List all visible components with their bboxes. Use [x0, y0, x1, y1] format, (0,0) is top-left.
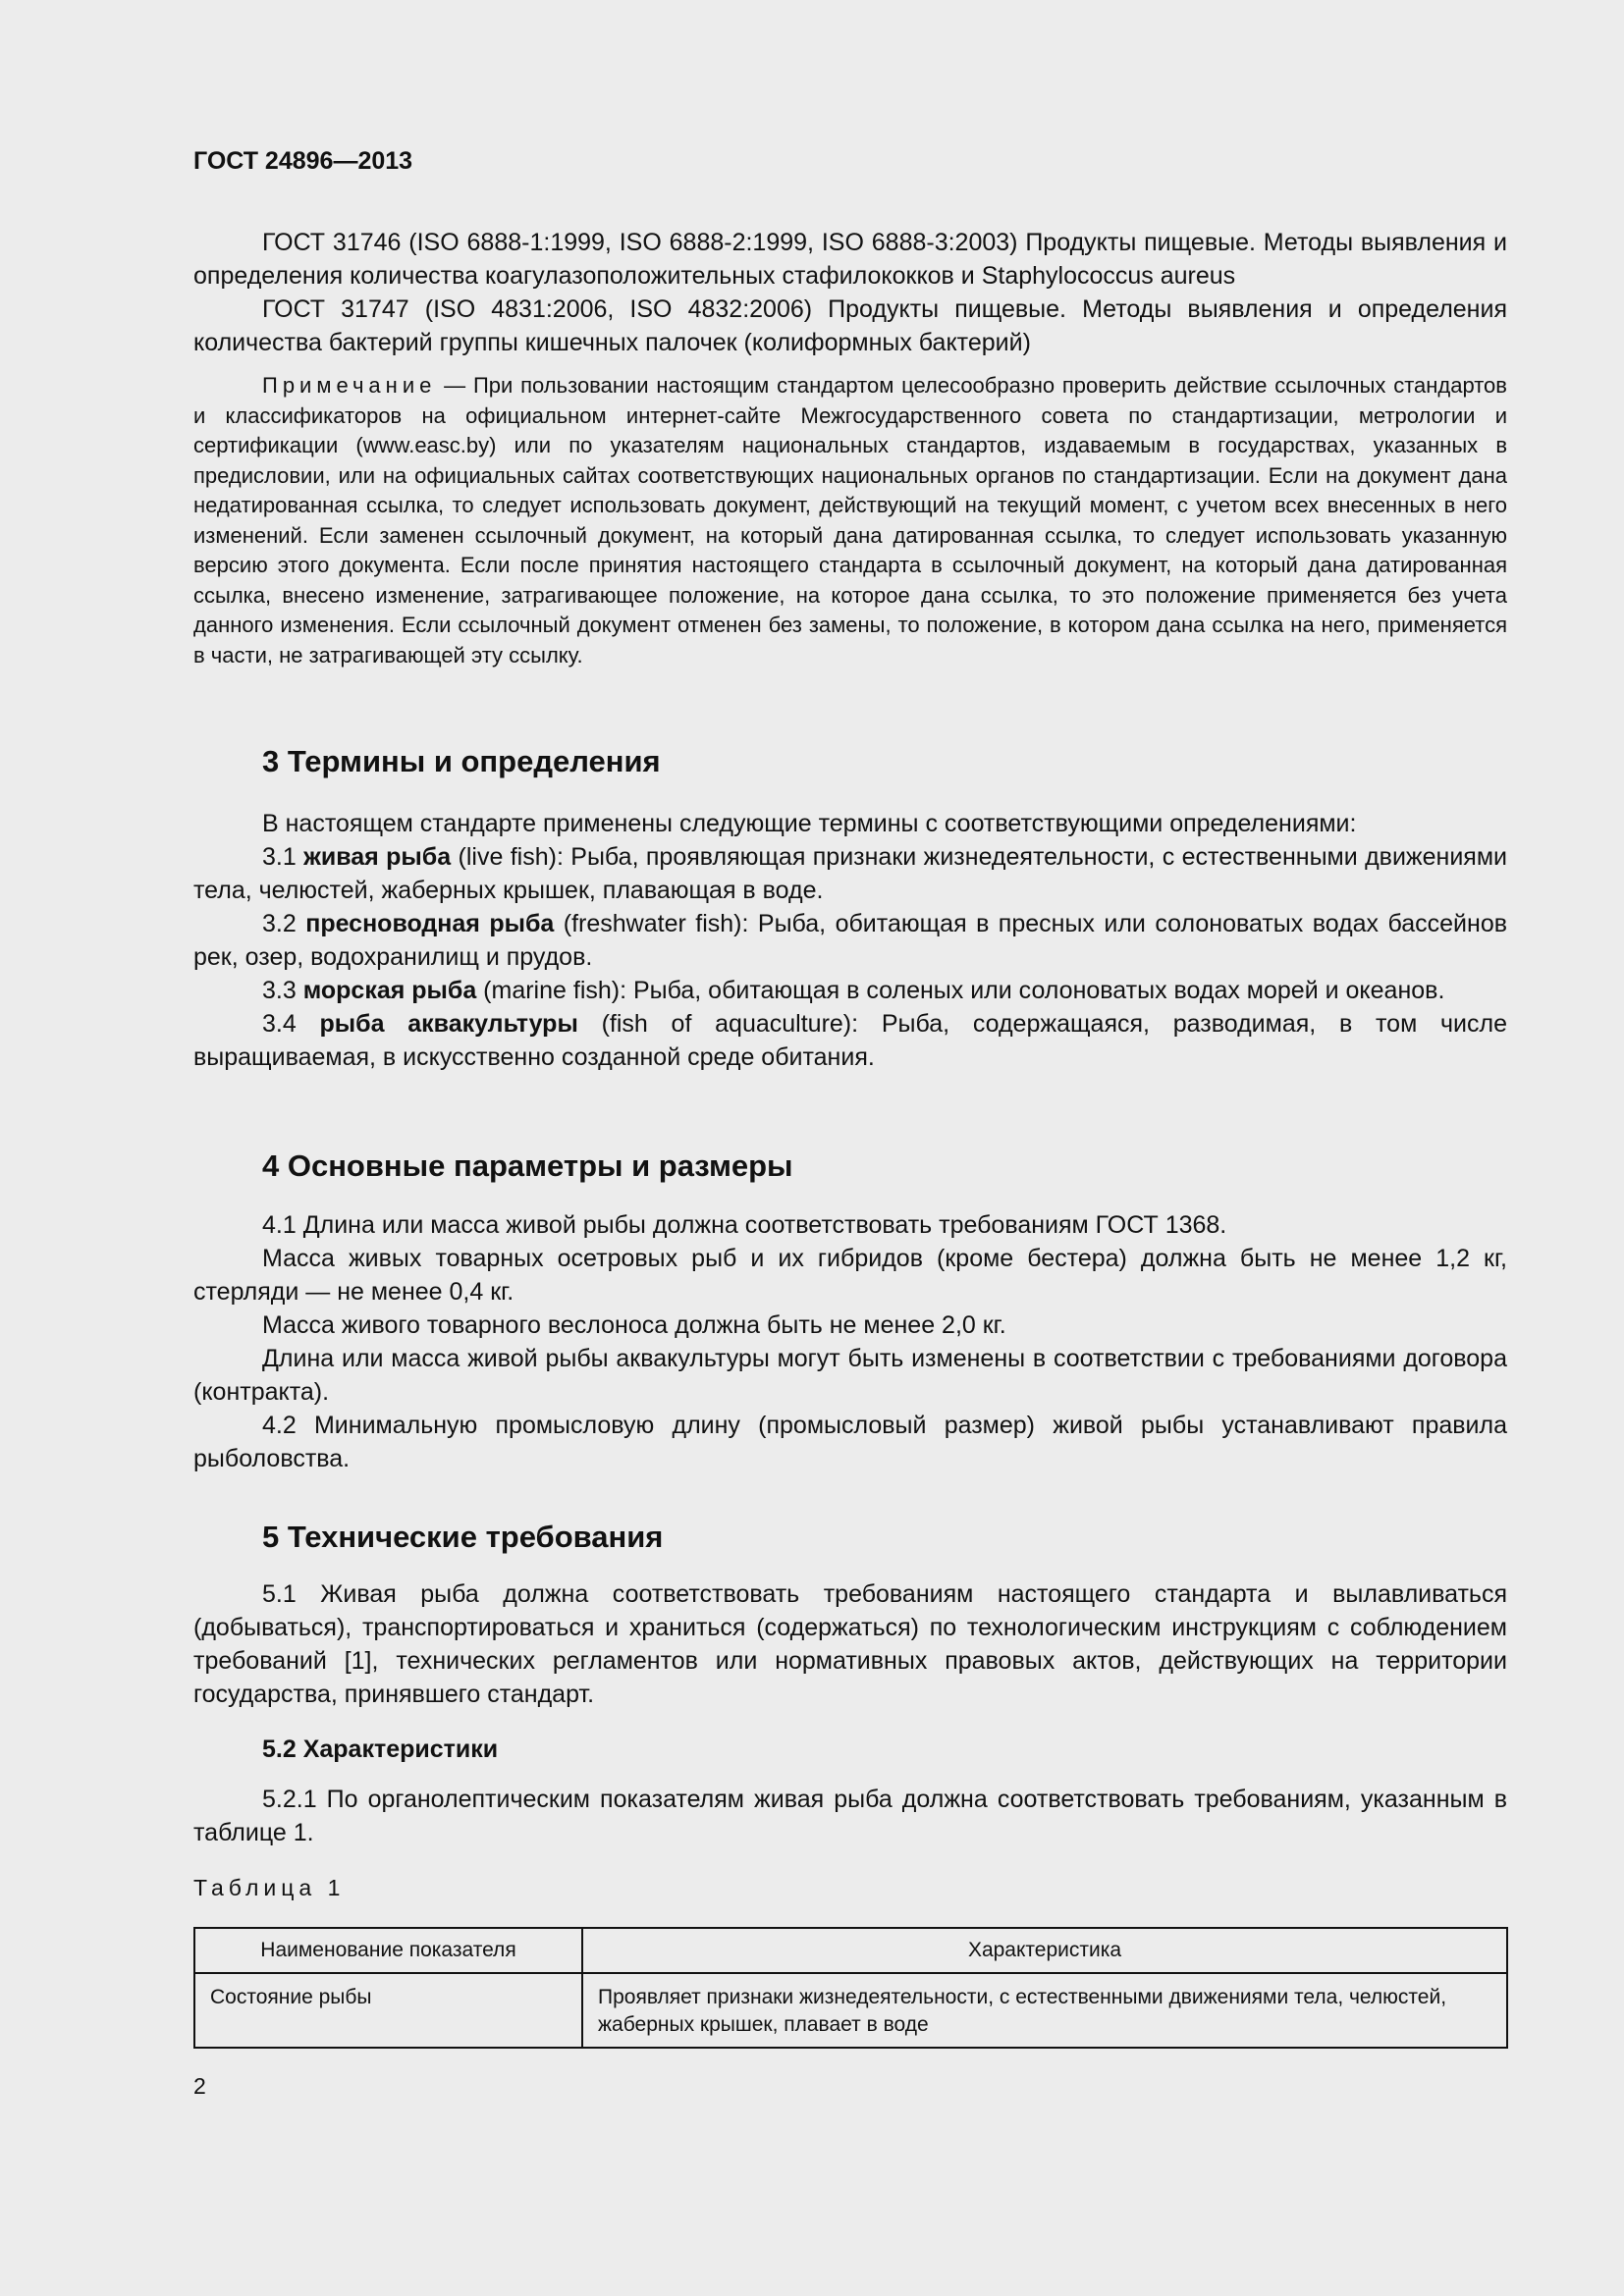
table-cell: Проявляет признаки жизнедеятельности, с естественными движениями тела, челюстей, жаберных крышек, плавает в воде	[582, 1973, 1507, 2048]
paragraph: 5.2.1 По органолептическим показателям живая рыба должна соответствовать требованиям, указанным в таблице 1.	[193, 1786, 1507, 1846]
table-header-cell: Наименование показателя	[194, 1928, 582, 1973]
paragraph: Масса живого товарного веслоноса должна быть не менее 2,0 кг.	[262, 1311, 1006, 1339]
table-1	[193, 1927, 1508, 2049]
section-3-heading: 3 Термины и определения	[262, 744, 661, 778]
table-row	[194, 1973, 1507, 2048]
subsection-body	[193, 1783, 1507, 1849]
section-4-body	[193, 1208, 1507, 1475]
term-name: живая рыба	[303, 843, 452, 871]
note-label: Примечание	[262, 373, 437, 398]
page-number: 2	[193, 2073, 206, 2099]
note-paragraph	[193, 371, 1507, 670]
table-header-row	[194, 1928, 1507, 1973]
section-4-heading: 4 Основные параметры и размеры	[262, 1148, 793, 1183]
table-cell: Состояние рыбы	[194, 1973, 582, 2048]
subsection-heading: 5.2 Характеристики	[262, 1735, 499, 1763]
term-definition: 3.4 рыба аквакультуры (fish of aquaculture): Рыба, содержащаяся, разводимая, в том числе выращиваемая, в искусственно созданной среде обитания.	[193, 1010, 1507, 1071]
term-name: рыба аквакультуры	[319, 1010, 578, 1038]
document-header: ГОСТ 24896—2013	[193, 147, 413, 175]
term-name: морская рыба	[302, 977, 477, 1004]
paragraph: Длина или масса живой рыбы аквакультуры могут быть изменены в соответствии с требованиями договора (контракта).	[193, 1345, 1507, 1406]
reference-item: ГОСТ 31747 (ISO 4831:2006, ISO 4832:2006) Продукты пищевые. Методы выявления и определения количества бактерий группы кишечных палочек (колиформных бактерий)	[193, 295, 1507, 356]
paragraph: Масса живых товарных осетровых рыб и их гибридов (кроме бестера) должна быть не менее 1,2 кг, стерляди — не менее 0,4 кг.	[193, 1245, 1507, 1306]
section-3-body	[193, 807, 1507, 1074]
note-text: При пользовании настоящим стандартом целесообразно проверить действие ссылочных стандартов и классификаторов на официальном интернет-сайте Межгосударственного совета по стандартизации, метрологии и сертификации (www.easc.by) или по указателям национальных стандартов, издаваемым в государствах, указанных в предисловии, или на официальных сайтах соответствующих национальных органов по стандартизации. Если на документ дана недатированная ссылка, то следует использовать документ, действующий на текущий момент, с учетом всех внесенных в него изменений. Если заменен ссылочный документ, на который дана датированная ссылка, то следует использовать указанную версию этого документа. Если после принятия настоящего стандарта в ссылочный документ, на который дана датированная ссылка, внесено изменение, затрагивающее положение, на которое дана ссылка, то это положение применяется без учета данного изменения. Если ссылочный документ отменен без замены, то положение, в котором дана ссылка на него, применяется в части, не затрагивающей эту ссылку.	[193, 373, 1507, 667]
table-header-cell: Характеристика	[582, 1928, 1507, 1973]
paragraph: 4.2 Минимальную промысловую длину (промысловый размер) живой рыбы устанавливают правила рыболовства.	[193, 1412, 1507, 1472]
table-caption: Таблица 1	[193, 1875, 346, 1900]
term-definition: 3.3 морская рыба (marine fish): Рыба, обитающая в соленых или солоноватых водах морей и океанов.	[262, 977, 1445, 1004]
section-5-body	[193, 1577, 1507, 1711]
section-5-heading: 5 Технические требования	[262, 1520, 664, 1554]
paragraph: 4.1 Длина или масса живой рыбы должна соответствовать требованиям ГОСТ 1368.	[262, 1211, 1227, 1239]
term-definition: 3.1 живая рыба (live fish): Рыба, проявляющая признаки жизнедеятельности, с естественными движениями тела, челюстей, жаберных крышек, плавающая в воде.	[193, 843, 1507, 904]
note-dash: —	[436, 373, 473, 398]
reference-item: ГОСТ 31746 (ISO 6888-1:1999, ISO 6888-2:1999, ISO 6888-3:2003) Продукты пищевые. Методы выявления и определения количества коагулазоположительных стафилококков и Staphylococcus aureus	[193, 229, 1507, 290]
term-name: пресноводная рыба	[305, 910, 555, 937]
paragraph: 5.1 Живая рыба должна соответствовать требованиям настоящего стандарта и вылавливаться (добываться), транспортироваться и храниться (содержаться) по технологическим инструкциям с соблюдением требований [1], технических регламентов или нормативных правовых актов, действующих на территории государства, принявшего стандарт.	[193, 1580, 1507, 1708]
term-definition: 3.2 пресноводная рыба (freshwater fish): Рыба, обитающая в пресных или солоноватых водах бассейнов рек, озер, водохранилищ и прудов.	[193, 910, 1508, 971]
normative-references	[193, 226, 1507, 359]
section-3-intro: В настоящем стандарте применены следующие термины с соответствующими определениями:	[262, 810, 1357, 837]
